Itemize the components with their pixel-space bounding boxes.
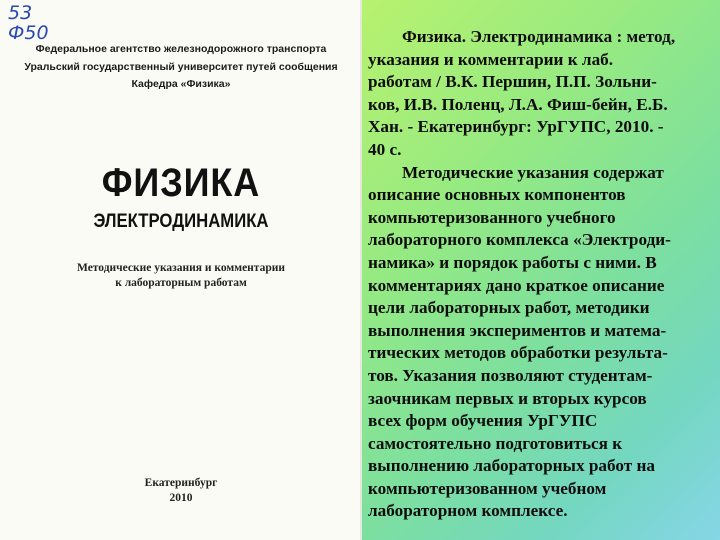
annotation-line: цели лабораторных работ, методики: [368, 298, 650, 318]
annotation-line: намика» и порядок работы с ними. В: [368, 252, 657, 272]
annotation-line: указания и комментарии к лаб.: [368, 49, 614, 69]
annotation-line: работам / В.К. Першин, П.П. Зольни-: [368, 72, 657, 92]
annotation-line: тов. Указания позволяют студентам-: [368, 365, 653, 385]
cover-title: ФИЗИКА: [101, 161, 261, 205]
annotation-line: тических методов обработки результа-: [368, 343, 668, 363]
annotation-line: заочникам первых и вторых курсов: [368, 388, 647, 408]
cover-description-line2: к лабораторным работам: [115, 277, 247, 289]
annotation-line: компьютеризованном учебном: [368, 478, 607, 498]
annotation-panel: [362, 0, 720, 540]
cover-subtitle: ЭЛЕКТРОДИНАМИКА: [93, 211, 269, 232]
annotation-text: [368, 26, 710, 523]
annotation-line: компьютеризованного учебного: [368, 207, 616, 227]
annotation-line: комментариях дано краткое описание: [368, 275, 665, 295]
annotation-line: Методические указания содержат: [402, 162, 664, 182]
annotation-line: 40 с.: [368, 139, 402, 159]
handwritten-number: 53: [8, 2, 33, 24]
cover-department: Кафедра «Физика»: [131, 78, 231, 90]
cover-university: Уральский государственный университет путей сообщения: [24, 61, 338, 73]
annotation-line: лабораторном комплексе.: [368, 501, 568, 521]
handwritten-code: Ф50: [8, 22, 49, 44]
annotation-line: Физика. Электродинамика : метод,: [402, 27, 676, 46]
annotation-line: лабораторного комплекса «Электроди-: [368, 230, 671, 250]
cover-description-line1: Методические указания и комментарии: [77, 262, 285, 274]
cover-agency: Федеральное агентство железнодорожного транспорта: [35, 43, 327, 55]
cover-year: 2010: [169, 492, 193, 504]
annotation-line: выполнению лабораторных работ на: [368, 456, 655, 476]
annotation-line: всех форм обучения УрГУПС: [368, 411, 598, 431]
annotation-line: Хан. - Екатеринбург: УрГУПС, 2010. -: [368, 117, 664, 137]
annotation-line: выполнения экспериментов и матема-: [368, 320, 667, 340]
annotation-line: самостоятельно подготовиться к: [368, 433, 623, 453]
handwritten-call-number: [8, 4, 49, 42]
annotation-line: ков, И.В. Поленц, Л.А. Фиш-бейн, Е.Б.: [368, 94, 668, 114]
annotation-line: описание основных компонентов: [368, 185, 626, 205]
cover-city: Екатеринбург: [144, 477, 218, 489]
